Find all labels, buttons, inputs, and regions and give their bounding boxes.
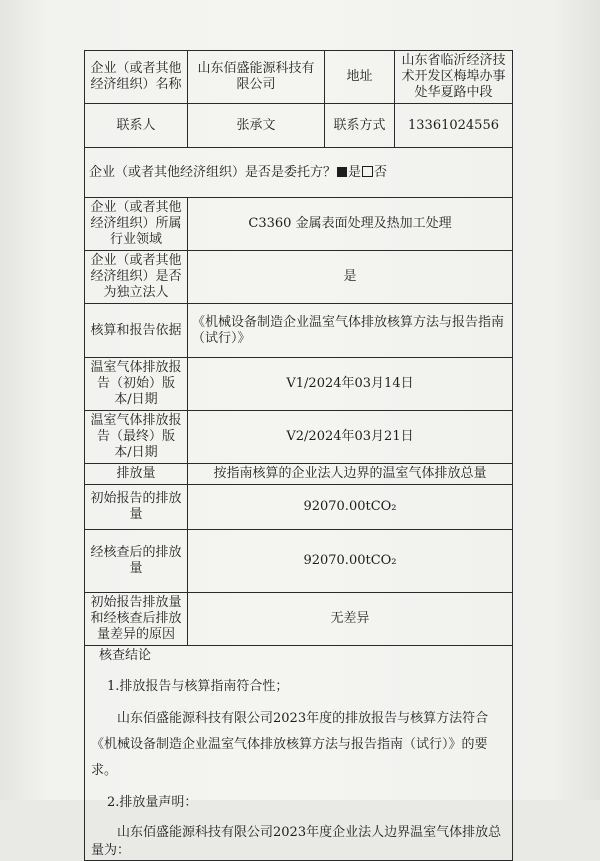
- conclusion-cell: [85, 646, 513, 861]
- final-report-row: [85, 411, 513, 464]
- basis-label: 核算和报告依据: [85, 304, 188, 358]
- conclusion-1-title: 1.排放报告与核算指南符合性；: [107, 679, 289, 694]
- checked-box-icon: [337, 167, 347, 177]
- verification-form-table: [84, 50, 513, 861]
- emission-row: [85, 464, 513, 485]
- phone-value: 13361024556: [395, 104, 513, 148]
- conclusion-2-body: 山东佰盛能源科技有限公司2023年度企业法人边界温室气体排放总量为：: [91, 825, 502, 858]
- entrusted-yes-label: 是: [348, 164, 362, 180]
- initial-report-label: 温室气体排放报告（初始）版本/日期: [85, 358, 188, 411]
- initial-report-value: V1/2024年03月14日: [188, 358, 513, 411]
- difference-label: 初始报告排放量和经核查后排放量差异的原因: [85, 593, 188, 646]
- conclusion-1-body: 山东佰盛能源科技有限公司2023年度的排放报告与核算方法符合《机械设备制造企业温室气体排放核算方法与报告指南（试行）》的要求。: [91, 711, 489, 778]
- final-report-value: V2/2024年03月21日: [188, 411, 513, 464]
- emission-label: 排放量: [85, 464, 188, 485]
- initial-emission-value: 92070.00tCO₂: [188, 485, 513, 530]
- conclusion-row: [85, 646, 513, 861]
- company-name-value: 山东佰盛能源科技有限公司: [188, 51, 325, 104]
- conclusion-title: 核查结论: [99, 648, 152, 663]
- company-name-label: 企业（或者其他经济组织）名称: [85, 51, 188, 104]
- difference-row: [85, 593, 513, 646]
- initial-emission-row: [85, 485, 513, 530]
- independent-label: 企业（或者其他经济组织）是否为独立法人: [85, 251, 188, 304]
- industry-value: C3360 金属表面处理及热加工处理: [188, 198, 513, 251]
- unchecked-box-icon: [362, 166, 373, 177]
- verified-emission-label: 经核查后的排放量: [85, 530, 188, 593]
- independent-value: 是: [188, 251, 513, 304]
- basis-value: 《机械设备制造企业温室气体排放核算方法与报告指南（试行）》: [188, 304, 513, 358]
- entrusted-question-cell: [85, 148, 513, 198]
- address-value: 山东省临沂经济技术开发区梅埠办事处华夏路中段: [395, 51, 513, 104]
- contact-label: 联系人: [85, 104, 188, 148]
- final-report-label: 温室气体排放报告（最终）版本/日期: [85, 411, 188, 464]
- industry-label: 企业（或者其他经济组织）所属行业领域: [85, 198, 188, 251]
- industry-row: [85, 198, 513, 251]
- company-row: [85, 51, 513, 104]
- verified-emission-value: 92070.00tCO₂: [188, 530, 513, 593]
- entrusted-row: [85, 148, 513, 198]
- initial-emission-label: 初始报告的排放量: [85, 485, 188, 530]
- contact-row: [85, 104, 513, 148]
- difference-value: 无差异: [188, 593, 513, 646]
- conclusion-2-title: 2.排放量声明：: [107, 795, 198, 810]
- contact-value: 张承文: [188, 104, 325, 148]
- address-label: 地址: [325, 51, 395, 104]
- verified-emission-row: [85, 530, 513, 593]
- entrusted-question: 企业（或者其他经济组织）是否是委托方？: [89, 164, 337, 180]
- entrusted-no-label: 否: [374, 164, 388, 180]
- contact-method-label: 联系方式: [325, 104, 395, 148]
- independent-row: [85, 251, 513, 304]
- emission-description: 按指南核算的企业法人边界的温室气体排放总量: [188, 464, 513, 485]
- basis-row: [85, 304, 513, 358]
- initial-report-row: [85, 358, 513, 411]
